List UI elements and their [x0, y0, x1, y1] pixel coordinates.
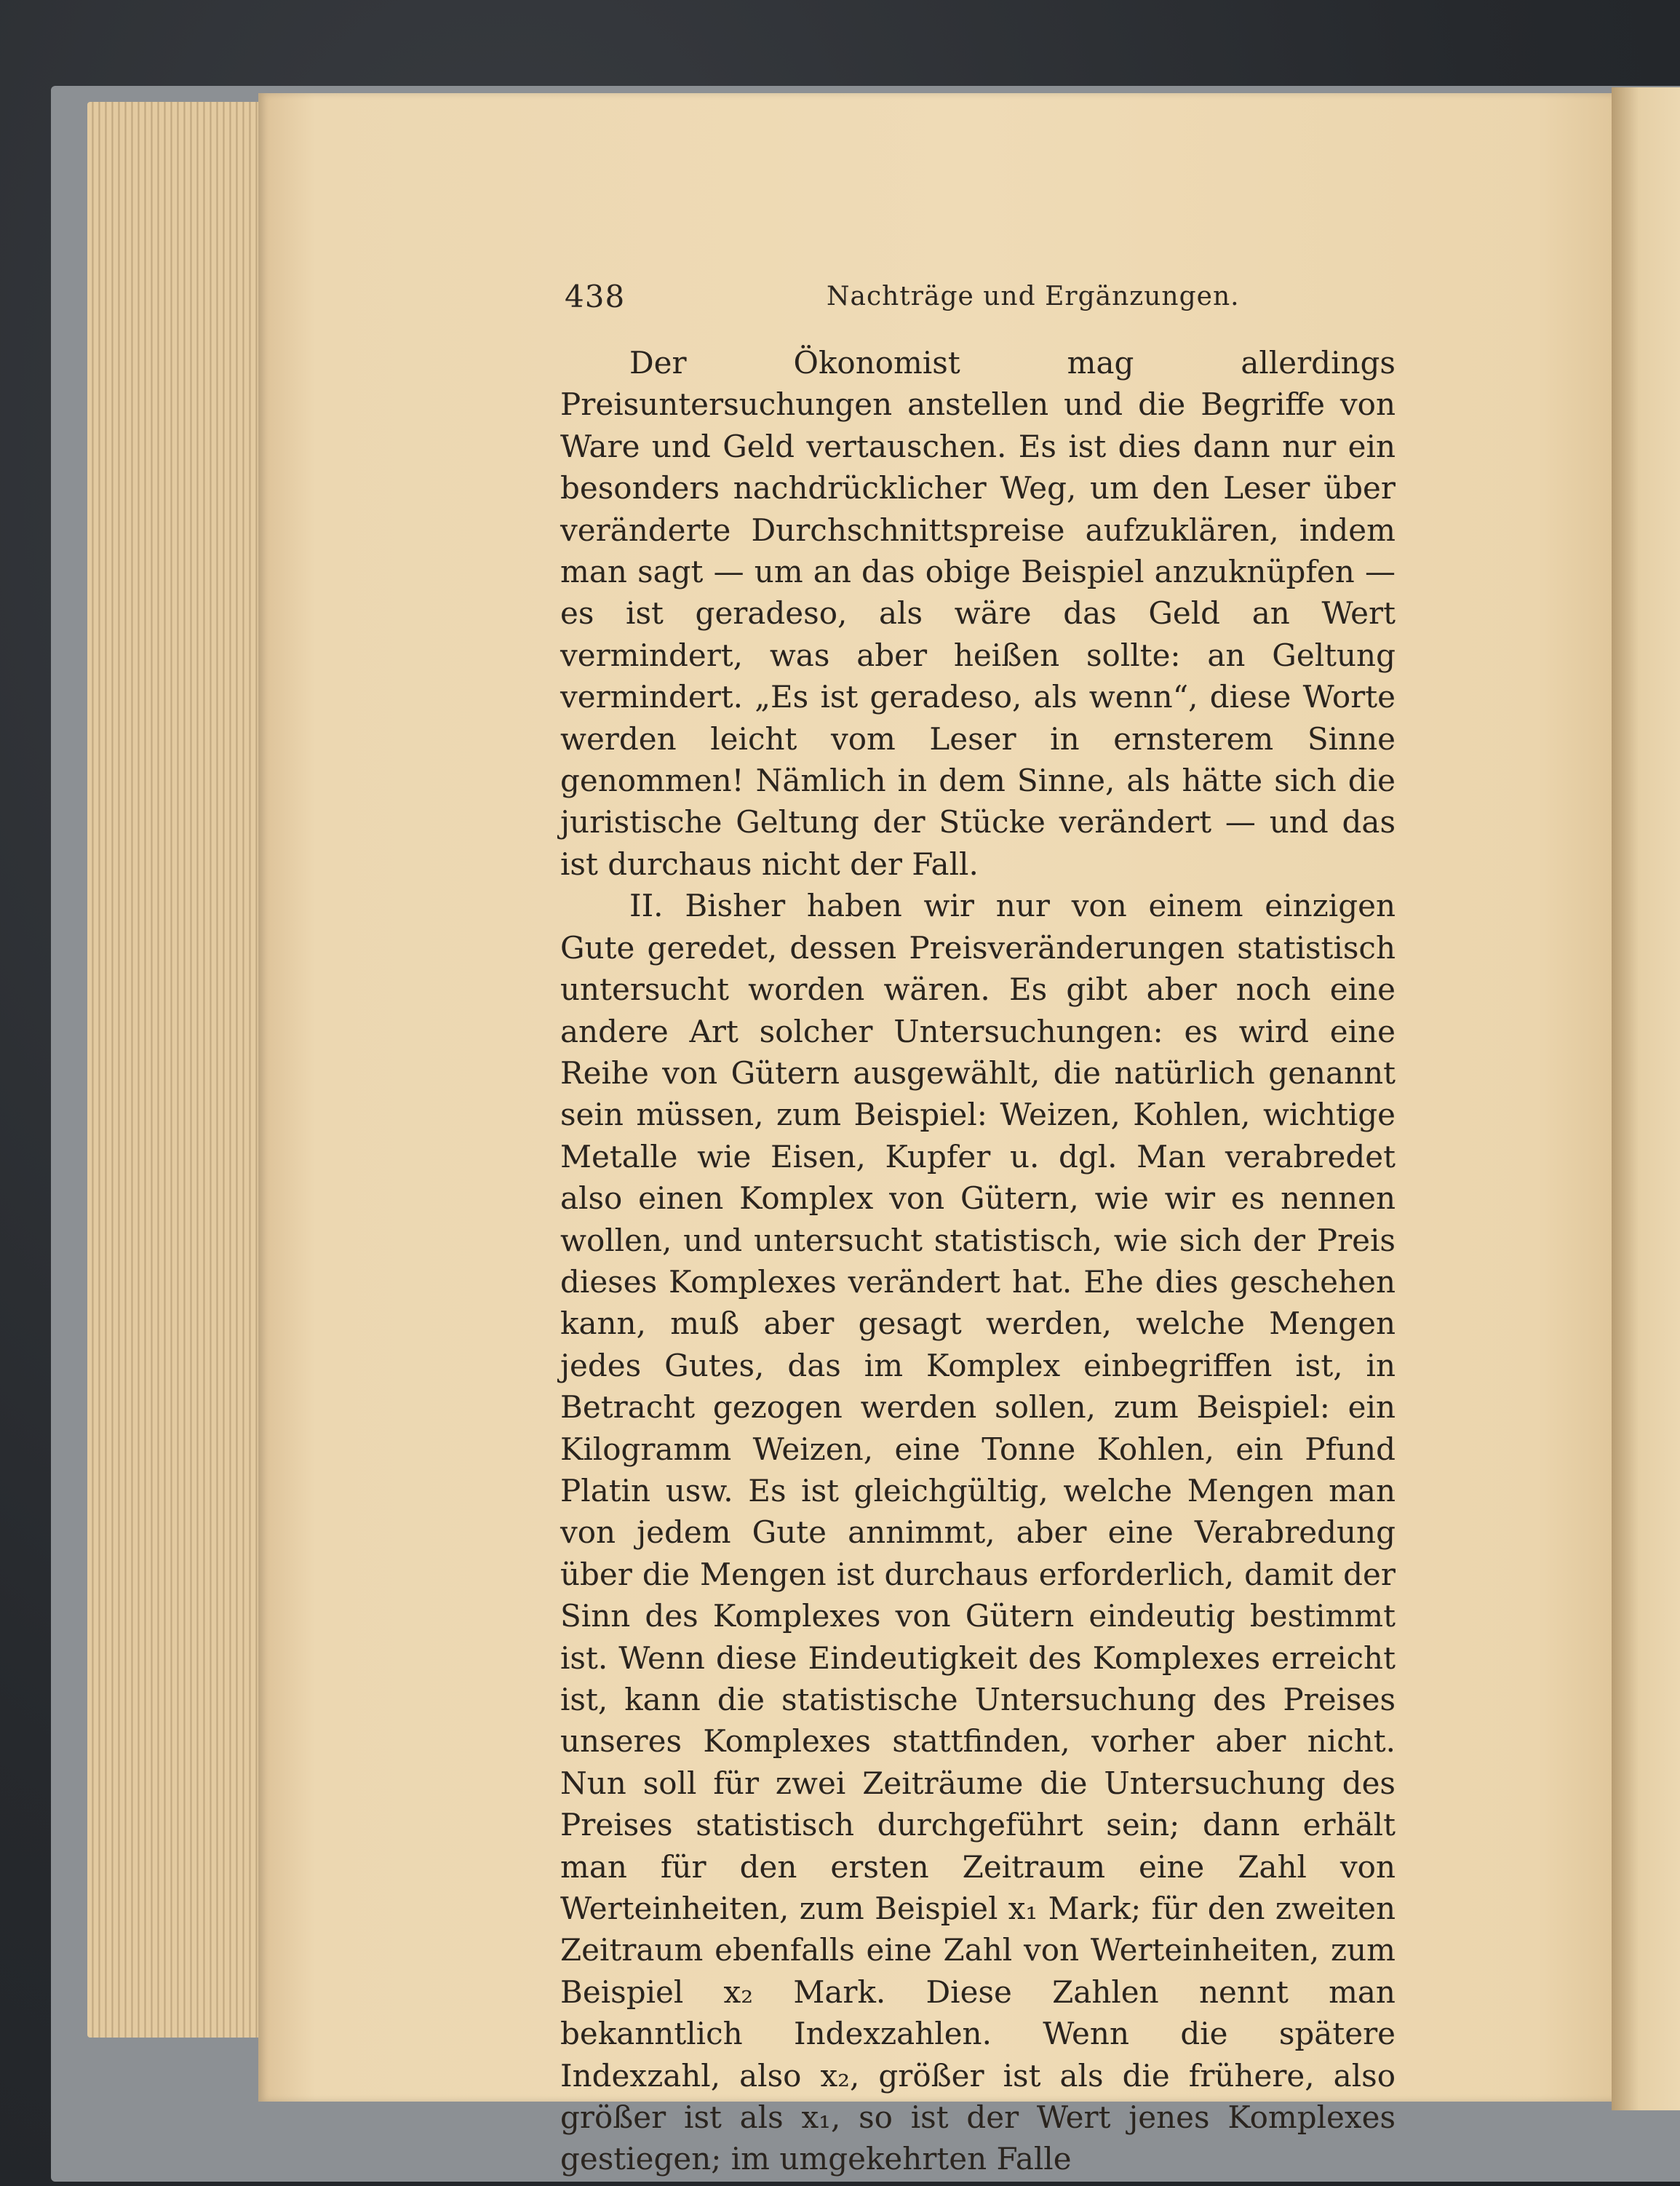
page-number: 438: [565, 279, 626, 314]
section-number: II.: [629, 888, 664, 924]
facing-page-edge: [1612, 87, 1680, 2110]
paragraph-text: Der Ökonomist mag allerdings Preisuntersuchungen anstellen und die Begriffe von Ware und Geld vertauschen. Es ist dies dann nur ein besonders nachdrücklicher Weg, um den Leser über veränderte Durchschnittspreise aufzuklären, indem man sagt — um an das obige Beispiel anzuknüpfen — es ist geradeso, als wäre das Geld an Wert vermindert, was aber heißen sollte: an Geltung vermindert. „Es ist geradeso, als wenn“, diese Worte werden leicht vom Leser in ernsterem Sinne genommen! Nämlich in dem Sinne, als hätte sich die juristische Geltung der Stücke verändert — und das ist durchaus nicht der Fall.: [560, 345, 1396, 882]
paragraph-text: Bisher haben wir nur von einem einzigen Gute geredet, dessen Preisveränderungen statistisch untersucht worden wären. Es gibt aber noch eine andere Art solcher Untersuchungen: es wird eine Reihe von Gütern ausgewählt, die natürlich genannt sein müssen, zum Beispiel: Weizen, Kohlen, wichtige Metalle wie Eisen, Kupfer u. dgl. Man verabredet also einen Komplex von Gütern, wie wir es nennen wollen, und untersucht statistisch, wie sich der Preis dieses Komplexes verändert hat. Ehe dies geschehen kann, muß aber gesagt werden, welche Mengen jedes Gutes, das im Komplex einbegriffen ist, in Betracht gezogen werden sollen, zum Beispiel: ein Kilogramm Weizen, eine Tonne Kohlen, ein Pfund Platin usw. Es ist gleichgültig, welche Mengen man von jedem Gute annimmt, aber eine Verabredung über die Mengen ist durchaus erforderlich, damit der Sinn des Komplexes von Gütern eindeutig bestimmt ist. Wenn diese Eindeutigkeit des Komplexes erreicht ist, kann die statistische Untersuchung des Preises unseres Komplexes stattfinden, vorher aber nicht. Nun soll für zwei Zeiträume die Untersuchung des Preises statistisch durchgeführt sein; dann erhält man für den ersten Zeitraum eine Zahl von Werteinheiten, zum Beispiel x₁ Mark; für den zweiten Zeitraum ebenfalls eine Zahl von Werteinheiten, zum Beispiel x₂ Mark. Diese Zahlen nennt man bekanntlich Indexzahlen. Wenn die spätere Indexzahl, also x₂, größer ist als die frühere, also größer ist als x₁, so ist der Wert jenes Komplexes gestiegen; im umgekehrten Falle: [560, 888, 1396, 2177]
page-header: [565, 279, 1388, 322]
page-edges: [87, 102, 276, 2038]
paragraph: [560, 885, 1396, 2180]
paragraph: [560, 342, 1396, 885]
running-head: Nachträge und Ergänzungen.: [827, 282, 1240, 311]
body-text: [560, 342, 1396, 2180]
